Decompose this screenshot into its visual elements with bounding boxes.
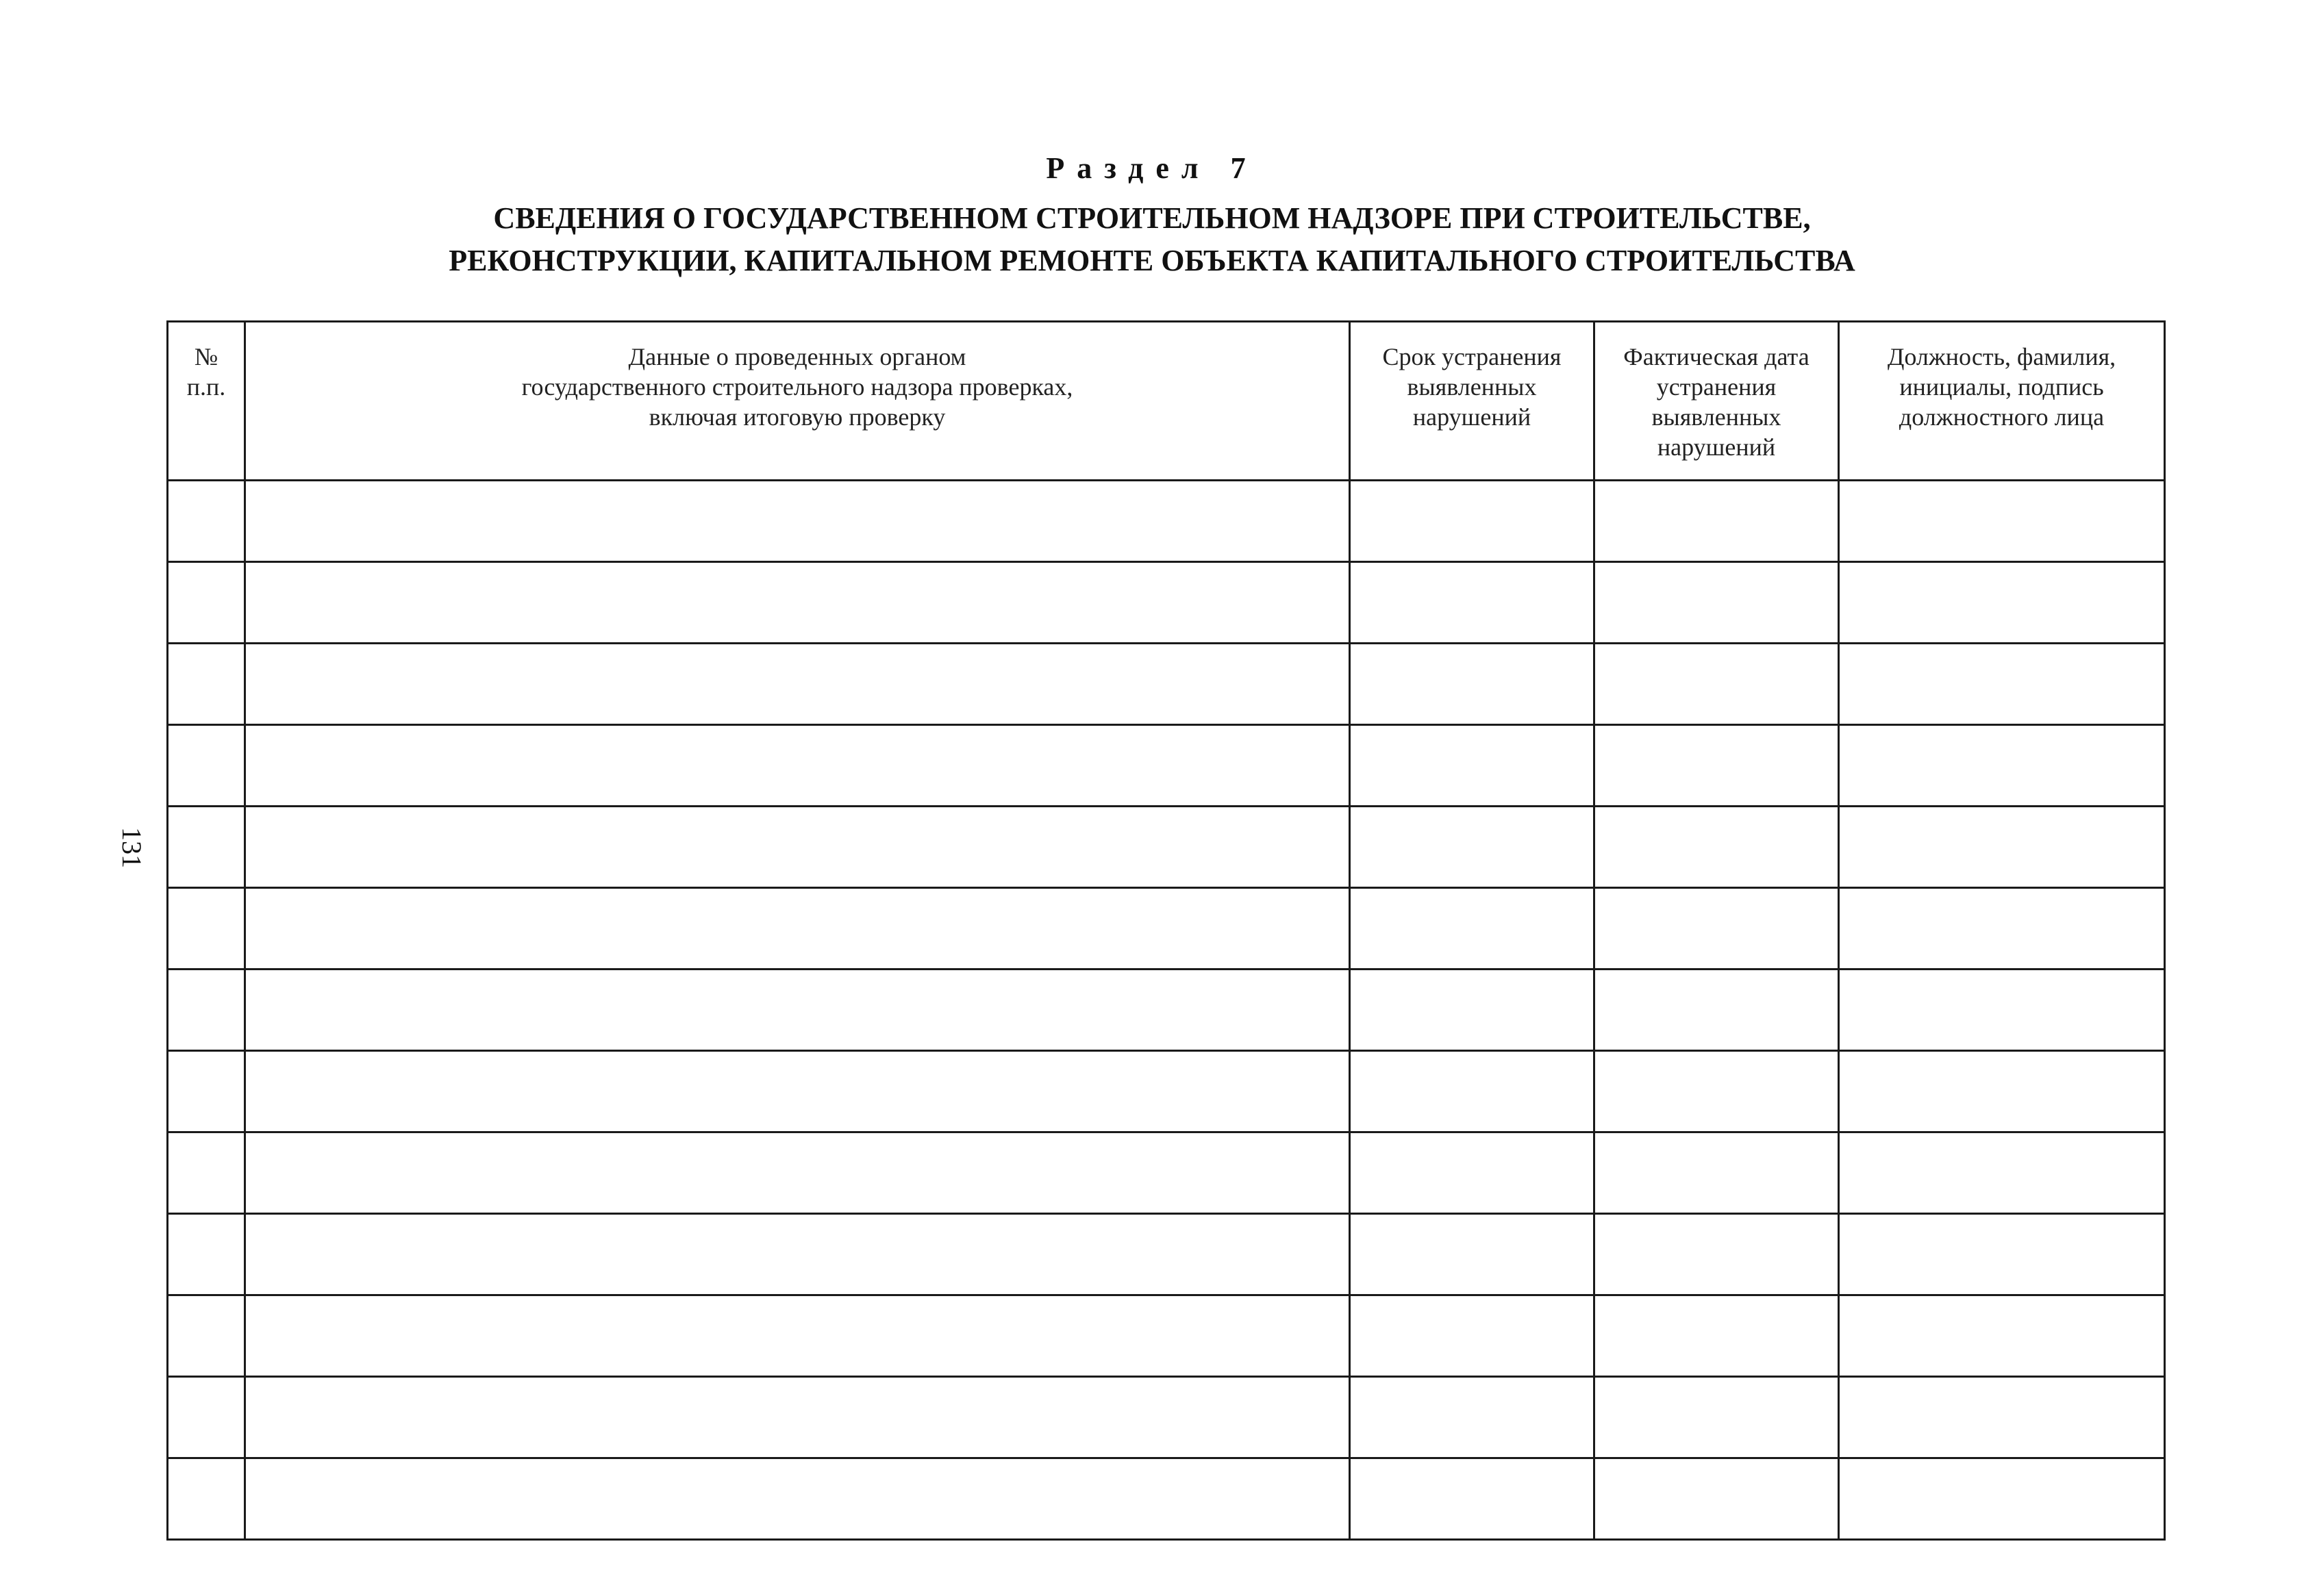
section-title-line-1: СВЕДЕНИЯ О ГОСУДАРСТВЕННОМ СТРОИТЕЛЬНОМ НАДЗОРЕ ПРИ СТРОИТЕЛЬСТВЕ,: [493, 201, 1811, 235]
table-cell: [1350, 807, 1594, 888]
table-cell: [1594, 1051, 1839, 1132]
table-cell: [245, 970, 1350, 1051]
table-cell: [1594, 807, 1839, 888]
table-row: [168, 562, 2165, 644]
table-header-row: [168, 322, 2165, 481]
table-cell: [168, 1295, 245, 1377]
header-number-text: № п.п.: [186, 343, 226, 401]
table-cell: [168, 481, 245, 562]
table-cell: [245, 562, 1350, 644]
table-cell: [168, 644, 245, 725]
table-cell: [245, 1214, 1350, 1295]
table-cell: [1350, 481, 1594, 562]
inspection-table: [166, 320, 2166, 1541]
table-row: [168, 807, 2165, 888]
table-cell: [1839, 888, 2165, 970]
table-row: [168, 1377, 2165, 1458]
table-row: [168, 1214, 2165, 1295]
table-cell: [168, 888, 245, 970]
table-cell: [1594, 970, 1839, 1051]
section-label: Раздел 7: [1046, 151, 1258, 185]
table-cell: [1350, 1377, 1594, 1458]
table-cell: [245, 888, 1350, 970]
table-cell: [1839, 644, 2165, 725]
table-cell: [1350, 888, 1594, 970]
table-row: [168, 1132, 2165, 1214]
table-cell: [245, 481, 1350, 562]
header-deadline: [1350, 322, 1594, 481]
table-cell: [1594, 888, 1839, 970]
header-actual-date-text: Фактическая дата устранения выявленных нарушений: [1623, 343, 1810, 461]
table-cell: [1839, 1458, 2165, 1540]
table-cell: [245, 1458, 1350, 1540]
table-cell: [168, 725, 245, 807]
table-cell: [1350, 1214, 1594, 1295]
table-cell: [1350, 1132, 1594, 1214]
table-row: [168, 1051, 2165, 1132]
table-row: [168, 644, 2165, 725]
table-cell: [245, 1295, 1350, 1377]
table-cell: [168, 562, 245, 644]
header-official: [1839, 322, 2165, 481]
table-cell: [168, 807, 245, 888]
table-cell: [1594, 644, 1839, 725]
table-cell: [245, 1132, 1350, 1214]
table-cell: [1594, 725, 1839, 807]
table-cell: [168, 1458, 245, 1540]
page-number: 131: [116, 827, 147, 868]
table-cell: [1594, 481, 1839, 562]
table-cell: [1594, 1295, 1839, 1377]
table-cell: [1839, 1132, 2165, 1214]
table-cell: [168, 1051, 245, 1132]
table-cell: [245, 807, 1350, 888]
table-cell: [1350, 970, 1594, 1051]
table-cell: [1839, 1051, 2165, 1132]
table-cell: [1839, 1377, 2165, 1458]
header-official-text: Должность, фамилия, инициалы, подпись должностного лица: [1887, 343, 2116, 431]
table-row: [168, 888, 2165, 970]
table-cell: [1839, 562, 2165, 644]
table-cell: [1594, 1132, 1839, 1214]
table-cell: [1350, 644, 1594, 725]
table-cell: [1350, 1051, 1594, 1132]
table-cell: [245, 725, 1350, 807]
table-cell: [1839, 1295, 2165, 1377]
header-inspection-data-text: Данные о проведенных органом государственного строительного надзора проверках, включая итоговую проверку: [521, 343, 1073, 431]
table-cell: [168, 1214, 245, 1295]
table-cell: [245, 644, 1350, 725]
table-cell: [1839, 1214, 2165, 1295]
table-row: [168, 970, 2165, 1051]
table-cell: [245, 1051, 1350, 1132]
section-title: [0, 197, 2304, 282]
table-cell: [1350, 1295, 1594, 1377]
table-cell: [1839, 970, 2165, 1051]
table-cell: [1839, 481, 2165, 562]
table-cell: [168, 1132, 245, 1214]
table-cell: [168, 1377, 245, 1458]
table-body: [168, 481, 2165, 1540]
table-cell: [1350, 562, 1594, 644]
table-cell: [1839, 725, 2165, 807]
table-cell: [1594, 1377, 1839, 1458]
table-cell: [1594, 1214, 1839, 1295]
table-cell: [1350, 725, 1594, 807]
table-row: [168, 1295, 2165, 1377]
table-cell: [1594, 1458, 1839, 1540]
table-row: [168, 1458, 2165, 1540]
table-cell: [1839, 807, 2165, 888]
header-deadline-text: Срок устранения выявленных нарушений: [1382, 343, 1562, 431]
header-actual-date: [1594, 322, 1839, 481]
table-cell: [168, 970, 245, 1051]
header-inspection-data: [245, 322, 1350, 481]
table-cell: [245, 1377, 1350, 1458]
header-number: [168, 322, 245, 481]
table-row: [168, 481, 2165, 562]
table-row: [168, 725, 2165, 807]
table-cell: [1594, 562, 1839, 644]
table-cell: [1350, 1458, 1594, 1540]
section-title-line-2: РЕКОНСТРУКЦИИ, КАПИТАЛЬНОМ РЕМОНТЕ ОБЪЕКТА КАПИТАЛЬНОГО СТРОИТЕЛЬСТВА: [449, 244, 1855, 277]
